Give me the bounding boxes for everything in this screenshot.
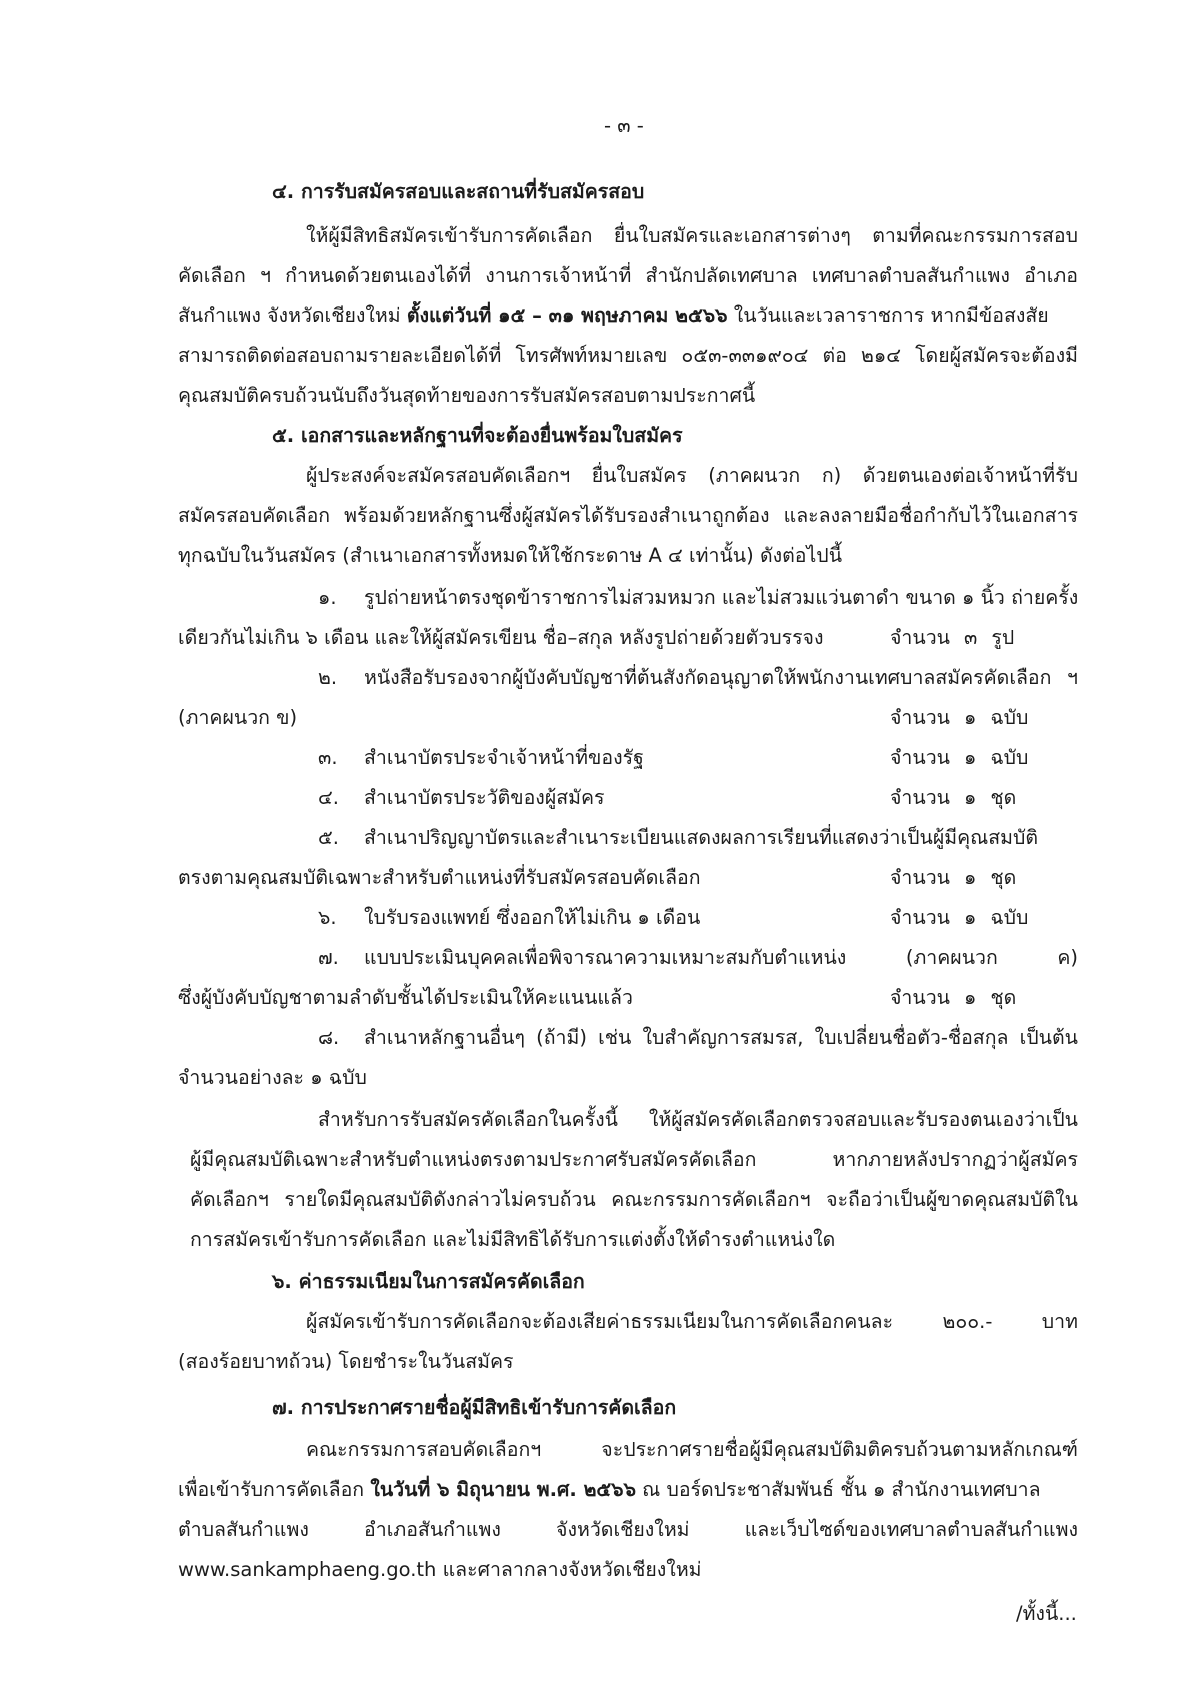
section-7-line-3: ตำบลสันกำแพง อำเภอสันกำแพง จังหวัดเชียงใหม่ และเว็บไซด์ของเทศบาลตำบลสันกำแพง bbox=[178, 1518, 1078, 1541]
qty-unit: ชุด bbox=[990, 786, 1017, 809]
announcement-date: ในวันที่ ๖ มิถุนายน พ.ศ. ๒๕๖๖ bbox=[370, 1478, 636, 1501]
qty-unit: ฉบับ bbox=[990, 706, 1029, 729]
qty-label: จำนวน bbox=[890, 906, 950, 929]
qty-label: จำนวน bbox=[890, 626, 950, 649]
qty-value: ๑ bbox=[964, 866, 977, 889]
application-period: ตั้งแต่วันที่ ๑๕ – ๓๑ พฤษภาคม ๒๕๖๖ bbox=[406, 304, 728, 327]
item-2-line-2: (ภาคผนวก ข) bbox=[178, 706, 298, 729]
item-5-quantity bbox=[890, 864, 1016, 892]
item-8-number: ๘. bbox=[318, 1026, 340, 1049]
item-2-line-1: หนังสือรับรองจากผู้บังคับบัญชาที่ต้นสังกัดอนุญาตให้พนักงานเทศบาลสมัครคัดเลือก ฯ bbox=[364, 666, 1078, 689]
qty-unit: รูป bbox=[991, 626, 1015, 649]
item-6-text: ใบรับรองแพทย์ ซึ่งออกให้ไม่เกิน ๑ เดือน bbox=[364, 906, 701, 929]
section-4-line-3 bbox=[178, 302, 1049, 330]
item-2-quantity bbox=[890, 704, 1028, 732]
item-6-quantity bbox=[890, 904, 1028, 932]
qty-value: ๑ bbox=[964, 746, 977, 769]
item-4-quantity bbox=[890, 784, 1016, 812]
item-2-number: ๒. bbox=[318, 666, 338, 689]
item-7-line-2: ซึ่งผู้บังคับบัญชาตามลำดับชั้นได้ประเมินให้คะแนนแล้ว bbox=[178, 986, 633, 1009]
section-4-line-2: คัดเลือก ฯ กำหนดด้วยตนเองได้ที่ งานการเจ้าหน้าที่ สำนักปลัดเทศบาล เทศบาลตำบลสันกำแพง อำเภอ bbox=[178, 264, 1078, 287]
item-3-text: สำเนาบัตรประจำเจ้าหน้าที่ของรัฐ bbox=[364, 746, 644, 769]
section-7-heading: ๗. การประกาศรายชื่อผู้มีสิทธิเข้ารับการคัดเลือก bbox=[272, 1396, 677, 1419]
item-5-line-1: สำเนาปริญญาบัตรและสำเนาระเบียนแสดงผลการเรียนที่แสดงว่าเป็นผู้มีคุณสมบัติ bbox=[364, 826, 1039, 849]
section-5-intro-3: ทุกฉบับในวันสมัคร (สำเนาเอกสารทั้งหมดให้ใช้กระดาษ A ๔ เท่านั้น) ดังต่อไปนี้ bbox=[178, 544, 843, 567]
qty-unit: ฉบับ bbox=[990, 906, 1029, 929]
qty-value: ๑ bbox=[964, 906, 977, 929]
continuation-marker: /ทั้งนี้... bbox=[1016, 1602, 1077, 1625]
item-8-line-1: สำเนาหลักฐานอื่นๆ (ถ้ามี) เช่น ใบสำคัญการสมรส, ใบเปลี่ยนชื่อตัว-ชื่อสกุล เป็นต้น bbox=[364, 1026, 1078, 1049]
section-4-line-4: สามารถติดต่อสอบถามรายละเอียดได้ที่ โทรศัพท์หมายเลข ๐๕๓-๓๓๑๙๐๔ ต่อ ๒๑๔ โดยผู้สมัครจะต้องมี bbox=[178, 344, 1078, 367]
qty-unit: ฉบับ bbox=[990, 746, 1029, 769]
qty-label: จำนวน bbox=[890, 746, 950, 769]
section-4-line-5: คุณสมบัติครบถ้วนนับถึงวันสุดท้ายของการรับสมัครสอบตามประกาศนี้ bbox=[178, 384, 756, 407]
item-4-text: สำเนาบัตรประวัติของผู้สมัคร bbox=[364, 786, 605, 809]
section-7-line-1: คณะกรรมการสอบคัดเลือกฯ จะประกาศรายชื่อผู้มีคุณสมบัติมติครบถ้วนตามหลักเกณฑ์ bbox=[306, 1438, 1078, 1461]
item-3-quantity bbox=[890, 744, 1028, 772]
qty-value: ๑ bbox=[964, 986, 977, 1009]
item-1-line-2: เดียวกันไม่เกิน ๖ เดือน และให้ผู้สมัครเขียน ชื่อ–สกุล หลังรูปถ่ายด้วยตัวบรรจง bbox=[178, 626, 824, 649]
section-5-intro-1: ผู้ประสงค์จะสมัครสอบคัดเลือกฯ ยื่นใบสมัคร (ภาคผนวก ก) ด้วยตนเองต่อเจ้าหน้าที่รับ bbox=[306, 464, 1078, 487]
section-7-line-2-text: เพื่อเข้ารับการคัดเลือก bbox=[178, 1478, 365, 1501]
item-1-quantity bbox=[890, 624, 1014, 652]
section-6-heading: ๖. ค่าธรรมเนียมในการสมัครคัดเลือก bbox=[272, 1270, 585, 1293]
qty-unit: ชุด bbox=[990, 986, 1017, 1009]
item-4-number: ๔. bbox=[318, 786, 339, 809]
qty-label: จำนวน bbox=[890, 786, 950, 809]
note-line-4: การสมัครเข้ารับการคัดเลือก และไม่มีสิทธิได้รับการแต่งตั้งให้ดำรงตำแหน่งใด bbox=[190, 1228, 836, 1251]
qty-value: ๑ bbox=[964, 706, 977, 729]
item-5-number: ๕. bbox=[318, 826, 339, 849]
section-6-line-2: (สองร้อยบาทถ้วน) โดยชำระในวันสมัคร bbox=[178, 1350, 514, 1373]
qty-label: จำนวน bbox=[890, 706, 950, 729]
item-3-number: ๓. bbox=[318, 746, 338, 769]
item-7-quantity bbox=[890, 984, 1016, 1012]
item-6-number: ๖. bbox=[318, 906, 337, 929]
section-4-line-1: ให้ผู้มีสิทธิสมัครเข้ารับการคัดเลือก ยื่นใบสมัครและเอกสารต่างๆ ตามที่คณะกรรมการสอบ bbox=[306, 224, 1078, 247]
note-line-1: สำหรับการรับสมัครคัดเลือกในครั้งนี้ ให้ผู้สมัครคัดเลือกตรวจสอบและรับรองตนเองว่าเป็น bbox=[318, 1108, 1078, 1131]
qty-label: จำนวน bbox=[890, 986, 950, 1009]
item-1-number: ๑. bbox=[318, 586, 337, 609]
qty-unit: ชุด bbox=[990, 866, 1017, 889]
qty-label: จำนวน bbox=[890, 866, 950, 889]
section-5-intro-2: สมัครสอบคัดเลือก พร้อมด้วยหลักฐานซึ่งผู้สมัครได้รับรองสำเนาถูกต้อง และลงลายมือชื่อกำกับไว้ในเอกสาร bbox=[178, 504, 1078, 527]
section-6-line-1: ผู้สมัครเข้ารับการคัดเลือกจะต้องเสียค่าธรรมเนียมในการคัดเลือกคนละ ๒๐๐.- บาท bbox=[306, 1310, 1078, 1333]
item-5-line-2: ตรงตามคุณสมบัติเฉพาะสำหรับตำแหน่งที่รับสมัครสอบคัดเลือก bbox=[178, 866, 701, 889]
note-line-3: คัดเลือกฯ รายใดมีคุณสมบัติดังกล่าวไม่ครบถ้วน คณะกรรมการคัดเลือกฯ จะถือว่าเป็นผู้ขาดคุณสมบัติใน bbox=[190, 1188, 1078, 1211]
item-8-line-2: จำนวนอย่างละ ๑ ฉบับ bbox=[178, 1066, 367, 1089]
item-7-number: ๗. bbox=[318, 946, 339, 969]
section-4-line-3-tail: ในวันและเวลาราชการ หากมีข้อสงสัย bbox=[733, 304, 1049, 327]
section-7-line-2-tail: ณ บอร์ดประชาสัมพันธ์ ชั้น ๑ สำนักงานเทศบาล bbox=[642, 1478, 1041, 1501]
qty-value: ๓ bbox=[964, 626, 978, 649]
page-number: - ๓ - bbox=[604, 114, 644, 137]
item-7-line-1: แบบประเมินบุคคลเพื่อพิจารณาความเหมาะสมกับตำแหน่ง (ภาคผนวก ค) bbox=[364, 946, 1078, 969]
item-1-line-1: รูปถ่ายหน้าตรงชุดข้าราชการไม่สวมหมวก และไม่สวมแว่นตาดำ ขนาด ๑ นิ้ว ถ่ายครั้ง bbox=[364, 586, 1079, 609]
section-4-line-3-text: สันกำแพง จังหวัดเชียงใหม่ bbox=[178, 304, 401, 327]
section-5-heading: ๕. เอกสารและหลักฐานที่จะต้องยื่นพร้อมใบสมัคร bbox=[272, 424, 683, 447]
section-7-line-4: www.sankamphaeng.go.th และศาลากลางจังหวัดเชียงใหม่ bbox=[178, 1558, 702, 1581]
section-7-line-2 bbox=[178, 1476, 1041, 1504]
note-line-2: ผู้มีคุณสมบัติเฉพาะสำหรับตำแหน่งตรงตามประกาศรับสมัครคัดเลือก หากภายหลังปรากฏว่าผู้สมัคร bbox=[190, 1148, 1078, 1171]
section-4-heading: ๔. การรับสมัครสอบและสถานที่รับสมัครสอบ bbox=[272, 180, 645, 203]
qty-value: ๑ bbox=[964, 786, 977, 809]
